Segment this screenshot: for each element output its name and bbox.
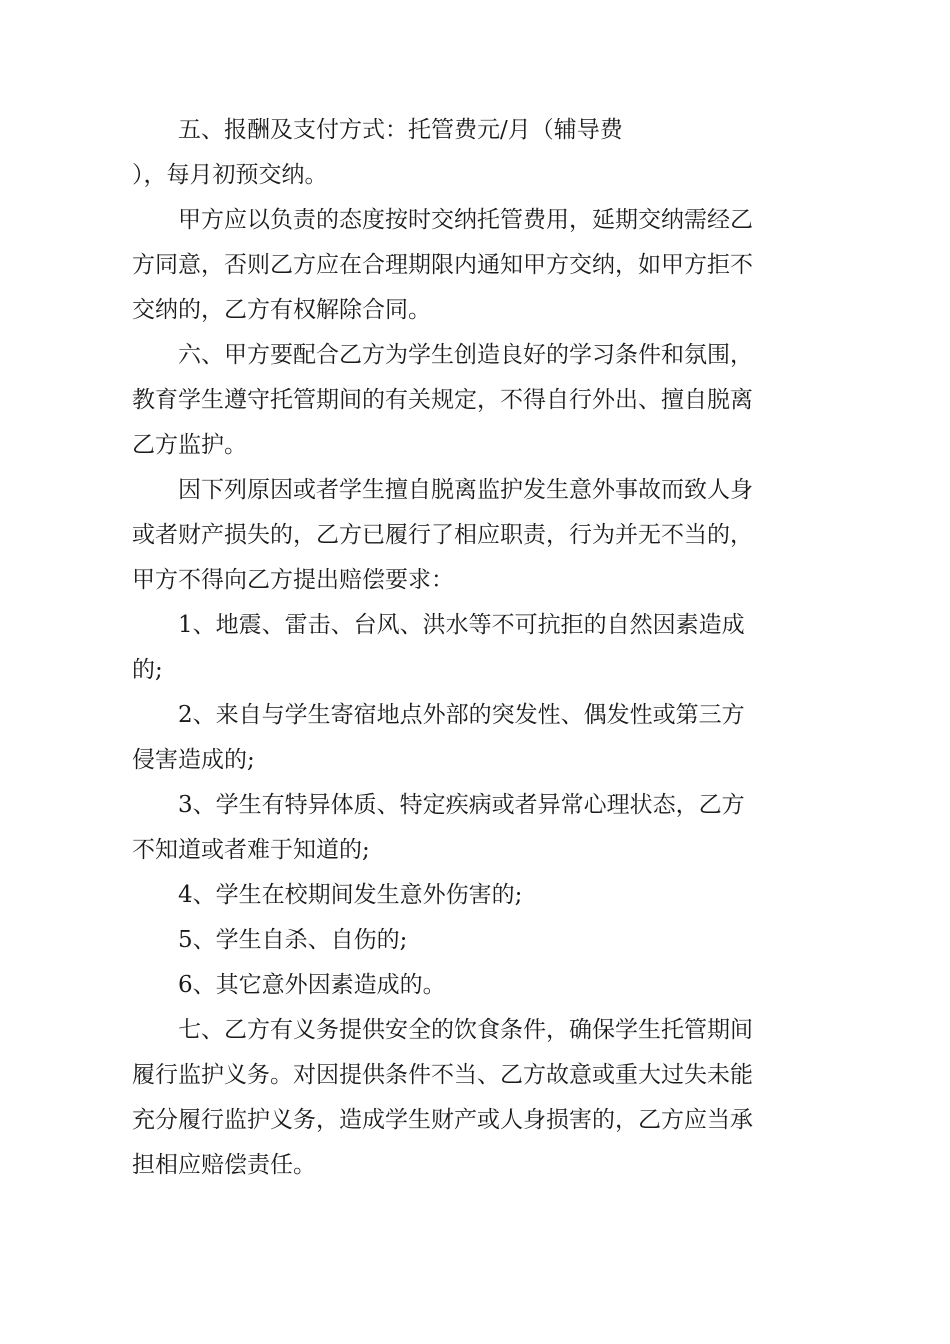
text-line: 交纳的，乙方有权解除合同。 (132, 297, 431, 323)
list-item-5 (132, 918, 822, 963)
list-item-6 (132, 963, 822, 1008)
text-line: 教育学生遵守托管期间的有关规定，不得自行外出、擅自脱离 (132, 387, 753, 413)
document-body (132, 108, 822, 1188)
paragraph-fee-terms (132, 198, 822, 333)
text-line: 6、其它意外因素造成的。 (178, 972, 446, 998)
text-line: 或者财产损失的，乙方已履行了相应职责，行为并无不当的， (132, 522, 753, 548)
list-item-2 (132, 693, 822, 783)
text-line: 不知道或者难于知道的; (132, 837, 370, 863)
paragraph-cooperation (132, 333, 822, 468)
text-line: 侵害造成的; (132, 747, 255, 773)
text-line: 方同意，否则乙方应在合理期限内通知甲方交纳，如甲方拒不 (132, 252, 753, 278)
text-line: 乙方监护。 (132, 432, 247, 458)
list-item-4 (132, 873, 822, 918)
list-item-1 (132, 603, 822, 693)
paragraph-liability-exemption (132, 468, 822, 603)
text-line: 5、学生自杀、自伤的; (178, 927, 408, 953)
text-line: 七、乙方有义务提供安全的饮食条件，确保学生托管期间 (178, 1017, 753, 1043)
text-line: 4、学生在校期间发生意外伤害的; (178, 882, 523, 908)
text-line: 六、甲方要配合乙方为学生创造良好的学习条件和氛围， (178, 342, 753, 368)
text-line: 1、地震、雷击、台风、洪水等不可抗拒的自然因素造成 (178, 612, 745, 638)
text-line: 担相应赔偿责任。 (132, 1152, 316, 1178)
text-line: 因下列原因或者学生擅自脱离监护发生意外事故而致人身 (178, 477, 753, 503)
list-item-3 (132, 783, 822, 873)
text-line: 3、学生有特异体质、特定疾病或者异常心理状态，乙方 (178, 792, 745, 818)
paragraph-food-safety (132, 1008, 822, 1188)
text-line: ），每月初预交纳。 (132, 162, 328, 188)
text-line: 甲方应以负责的态度按时交纳托管费用，延期交纳需经乙 (178, 207, 753, 233)
text-line: 甲方不得向乙方提出赔偿要求： (132, 567, 454, 593)
text-line: 的; (132, 657, 163, 683)
text-line: 充分履行监护义务，造成学生财产或人身损害的，乙方应当承 (132, 1107, 753, 1133)
paragraph-payment (132, 108, 822, 198)
text-line: 2、来自与学生寄宿地点外部的突发性、偶发性或第三方 (178, 702, 745, 728)
text-line: 五、报酬及支付方式：托管费元/月（辅导费 (178, 117, 623, 143)
text-line: 履行监护义务。对因提供条件不当、乙方故意或重大过失未能 (132, 1062, 753, 1088)
